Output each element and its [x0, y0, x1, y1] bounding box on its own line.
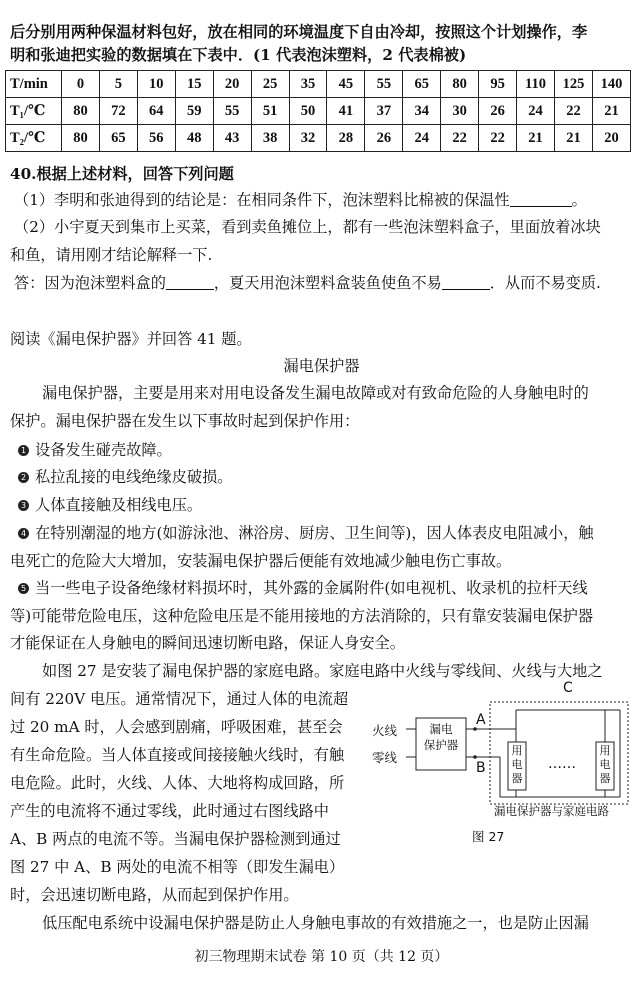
q40-answer	[14, 273, 601, 293]
table-cell: 0	[62, 71, 100, 98]
appliance-1	[511, 744, 523, 786]
table-cell: 20	[592, 125, 630, 152]
circuit-diagram	[370, 676, 632, 846]
neutral-wire-label: 零线	[372, 750, 398, 765]
q40-part-1-text: （1）李明和张迪得到的结论是：在相同条件下，泡沫塑料比棉被的保温性	[14, 191, 510, 209]
table-cell: 22	[554, 98, 592, 125]
table-cell: 59	[175, 98, 213, 125]
table-cell: 26	[479, 98, 517, 125]
table-cell: 72	[99, 98, 137, 125]
q40-part-2-line-1: （2）小宇夏天到集市上买菜，看到卖鱼摊位上，都有一些泡沫塑料盒子，里面放着冰块	[14, 218, 601, 236]
table-cell: 25	[251, 71, 289, 98]
breaker-label-line: 保护器	[423, 738, 459, 752]
table-cell: 43	[213, 125, 251, 152]
paragraph-2-line: 有生命危险。当人体直接或间接接触火线时，有触	[10, 746, 345, 764]
table-cell: 26	[365, 125, 403, 152]
table-cell: 125	[554, 71, 592, 98]
appliance-char: 器	[599, 772, 611, 785]
answer-text-c: ．从而不易变质.	[489, 274, 601, 292]
paragraph-2-line: A、B 两点的电流不等。当漏电保护器检测到通过	[10, 830, 341, 848]
answer-blank[interactable]	[442, 273, 490, 290]
table-cell: 24	[517, 98, 555, 125]
table-cell: 50	[289, 98, 327, 125]
circled-number: 1	[18, 445, 29, 456]
table-cell: 22	[479, 125, 517, 152]
breaker-label-2	[419, 738, 463, 753]
paragraph-1-line-2: 保护。漏电保护器在发生以下事故时起到保护作用：	[10, 412, 360, 430]
table-cell: 21	[554, 125, 592, 152]
table-cell: 37	[365, 98, 403, 125]
paragraph-2-line: 产生的电流将不通过零线，此时通过右图线路中	[10, 802, 329, 820]
list-item	[18, 495, 202, 515]
list-item-text: 设备发生碰壳故障。	[35, 441, 172, 459]
table-cell: 48	[175, 125, 213, 152]
appliance-char: 用	[511, 744, 523, 757]
paragraph-2-line: 图 27 中 A、B 两处的电流不相等（即发生漏电）	[10, 858, 345, 876]
point-c-label: C	[563, 680, 573, 696]
figure-caption: 漏电保护器与家庭电路	[494, 804, 609, 818]
figure-label: 图 27	[472, 829, 505, 844]
appliance-char: 器	[511, 772, 523, 785]
table-cell: 32	[289, 125, 327, 152]
list-item	[18, 578, 588, 598]
table-cell: 55	[365, 71, 403, 98]
table-cell: 30	[441, 98, 479, 125]
breaker-label	[426, 722, 456, 737]
breaker-label-line: 漏电	[429, 722, 453, 736]
table-cell: 21	[517, 125, 555, 152]
appliance-char: 电	[511, 758, 523, 771]
live-wire-label: 火线	[372, 723, 398, 738]
appliance-2	[599, 744, 611, 786]
table-cell: 110	[517, 71, 555, 98]
paragraph-2-line: 间有 220V 电压。通常情况下，通过人体的电流超	[10, 690, 349, 708]
q40-part-2-line-2: 和鱼，请用刚才结论解释一下.	[10, 246, 213, 264]
table-row-t1	[6, 98, 631, 125]
table-cell: 21	[592, 98, 630, 125]
table-cell: 51	[251, 98, 289, 125]
table-cell: 22	[441, 125, 479, 152]
paragraph-3-line-1: 低压配电系统中设漏电保护器是防止人身触电事故的有效措施之一，也是防止因漏	[42, 914, 589, 932]
row-label: T/min	[6, 71, 62, 98]
point-a-label: A	[476, 712, 486, 728]
table-row-t2	[6, 125, 631, 152]
ellipsis: ……	[548, 756, 576, 772]
list-item-text: 在特别潮湿的地方(如游泳池、淋浴房、厨房、卫生间等)，因人体表皮电阻减小，触	[35, 524, 594, 542]
table-cell: 80	[441, 71, 479, 98]
table-cell: 15	[175, 71, 213, 98]
row-label: T₁/℃	[6, 98, 62, 125]
q40-heading: 40.根据上述材料，回答下列问题	[10, 165, 234, 183]
row-label: T₂/℃	[6, 125, 62, 152]
q40-part-1	[14, 190, 587, 210]
paragraph-1-line-1: 漏电保护器，主要是用来对用电设备发生漏电故障或对有致命危险的人身触电时的	[42, 384, 589, 402]
figure-27	[370, 676, 632, 846]
reading-title: 漏电保护器	[283, 357, 360, 375]
answer-blank[interactable]	[510, 190, 572, 207]
reading-prompt: 阅读《漏电保护器》并回答 41 题。	[10, 330, 252, 348]
paragraph-2-line: 时，会迅速切断电路，从而起到保护作用。	[10, 886, 299, 904]
table-cell: 45	[327, 71, 365, 98]
table-cell: 55	[213, 98, 251, 125]
intro-line-1: 后分别用两种保温材料包好，放在相同的环境温度下自由冷却，按照这个计划操作，李	[10, 23, 588, 41]
table-cell: 65	[403, 71, 441, 98]
list-item	[18, 523, 594, 543]
q40-part-1-end: 。	[571, 191, 587, 209]
list-item-text: 人体直接触及相线电压。	[35, 496, 203, 514]
list-item-continuation: 才能保证在人身触电的瞬间迅速切断电路，保证人身安全。	[10, 634, 405, 652]
list-item	[18, 440, 172, 460]
point-b-label: B	[476, 760, 486, 776]
table-cell: 10	[137, 71, 175, 98]
appliance-char: 电	[599, 758, 611, 771]
table-cell: 34	[403, 98, 441, 125]
table-cell: 80	[62, 98, 100, 125]
paragraph-2-line: 过 20 mA 时，人会感到剧痛，呼吸困难，甚至会	[10, 718, 343, 736]
list-item	[18, 467, 232, 487]
table-cell: 140	[592, 71, 630, 98]
table-cell: 41	[327, 98, 365, 125]
list-item-continuation: 等)可能带危险电压，这种危险电压是不能用接地的方法消除的，只有靠安装漏电保护器	[10, 607, 594, 625]
circled-number: 2	[18, 472, 29, 483]
circled-number: 5	[18, 583, 29, 594]
list-item-text: 当一些电子设备绝缘材料损坏时，其外露的金属附件(如电视机、收录机的拉杆天线	[35, 579, 588, 597]
answer-text-a: 答：因为泡沫塑料盒的	[14, 274, 166, 292]
answer-text-b: ，夏天用泡沫塑料盒装鱼使鱼不易	[213, 274, 442, 292]
appliance-char: 用	[599, 744, 611, 757]
answer-blank[interactable]	[166, 273, 214, 290]
table-cell: 24	[403, 125, 441, 152]
table-cell: 95	[479, 71, 517, 98]
circled-number: 3	[18, 500, 29, 511]
paragraph-2-line: 电危险。此时，火线、人体、大地将构成回路，所	[10, 774, 345, 792]
table-cell: 65	[99, 125, 137, 152]
paragraph-2-line-1: 如图 27 是安装了漏电保护器的家庭电路。家庭电路中火线与零线间、火线与大地之	[42, 662, 603, 680]
list-item-text: 私拉乱接的电线绝缘皮破损。	[35, 468, 233, 486]
table-cell: 5	[99, 71, 137, 98]
intro-line-2: 明和张迪把实验的数据填在下表中．(1 代表泡沫塑料，2 代表棉被)	[10, 46, 467, 64]
table-row-time	[6, 71, 631, 98]
table-cell: 64	[137, 98, 175, 125]
table-cell: 20	[213, 71, 251, 98]
table-cell: 35	[289, 71, 327, 98]
table-cell: 56	[137, 125, 175, 152]
list-item-continuation: 电死亡的危险大大增加，安装漏电保护器后便能有效地减少触电伤亡事故。	[10, 552, 512, 570]
table-cell: 38	[251, 125, 289, 152]
temperature-table	[5, 70, 631, 152]
table-cell: 80	[62, 125, 100, 152]
table-cell: 28	[327, 125, 365, 152]
page-footer: 初三物理期末试卷 第 10 页（共 12 页）	[194, 949, 449, 965]
circled-number: 4	[18, 528, 29, 539]
